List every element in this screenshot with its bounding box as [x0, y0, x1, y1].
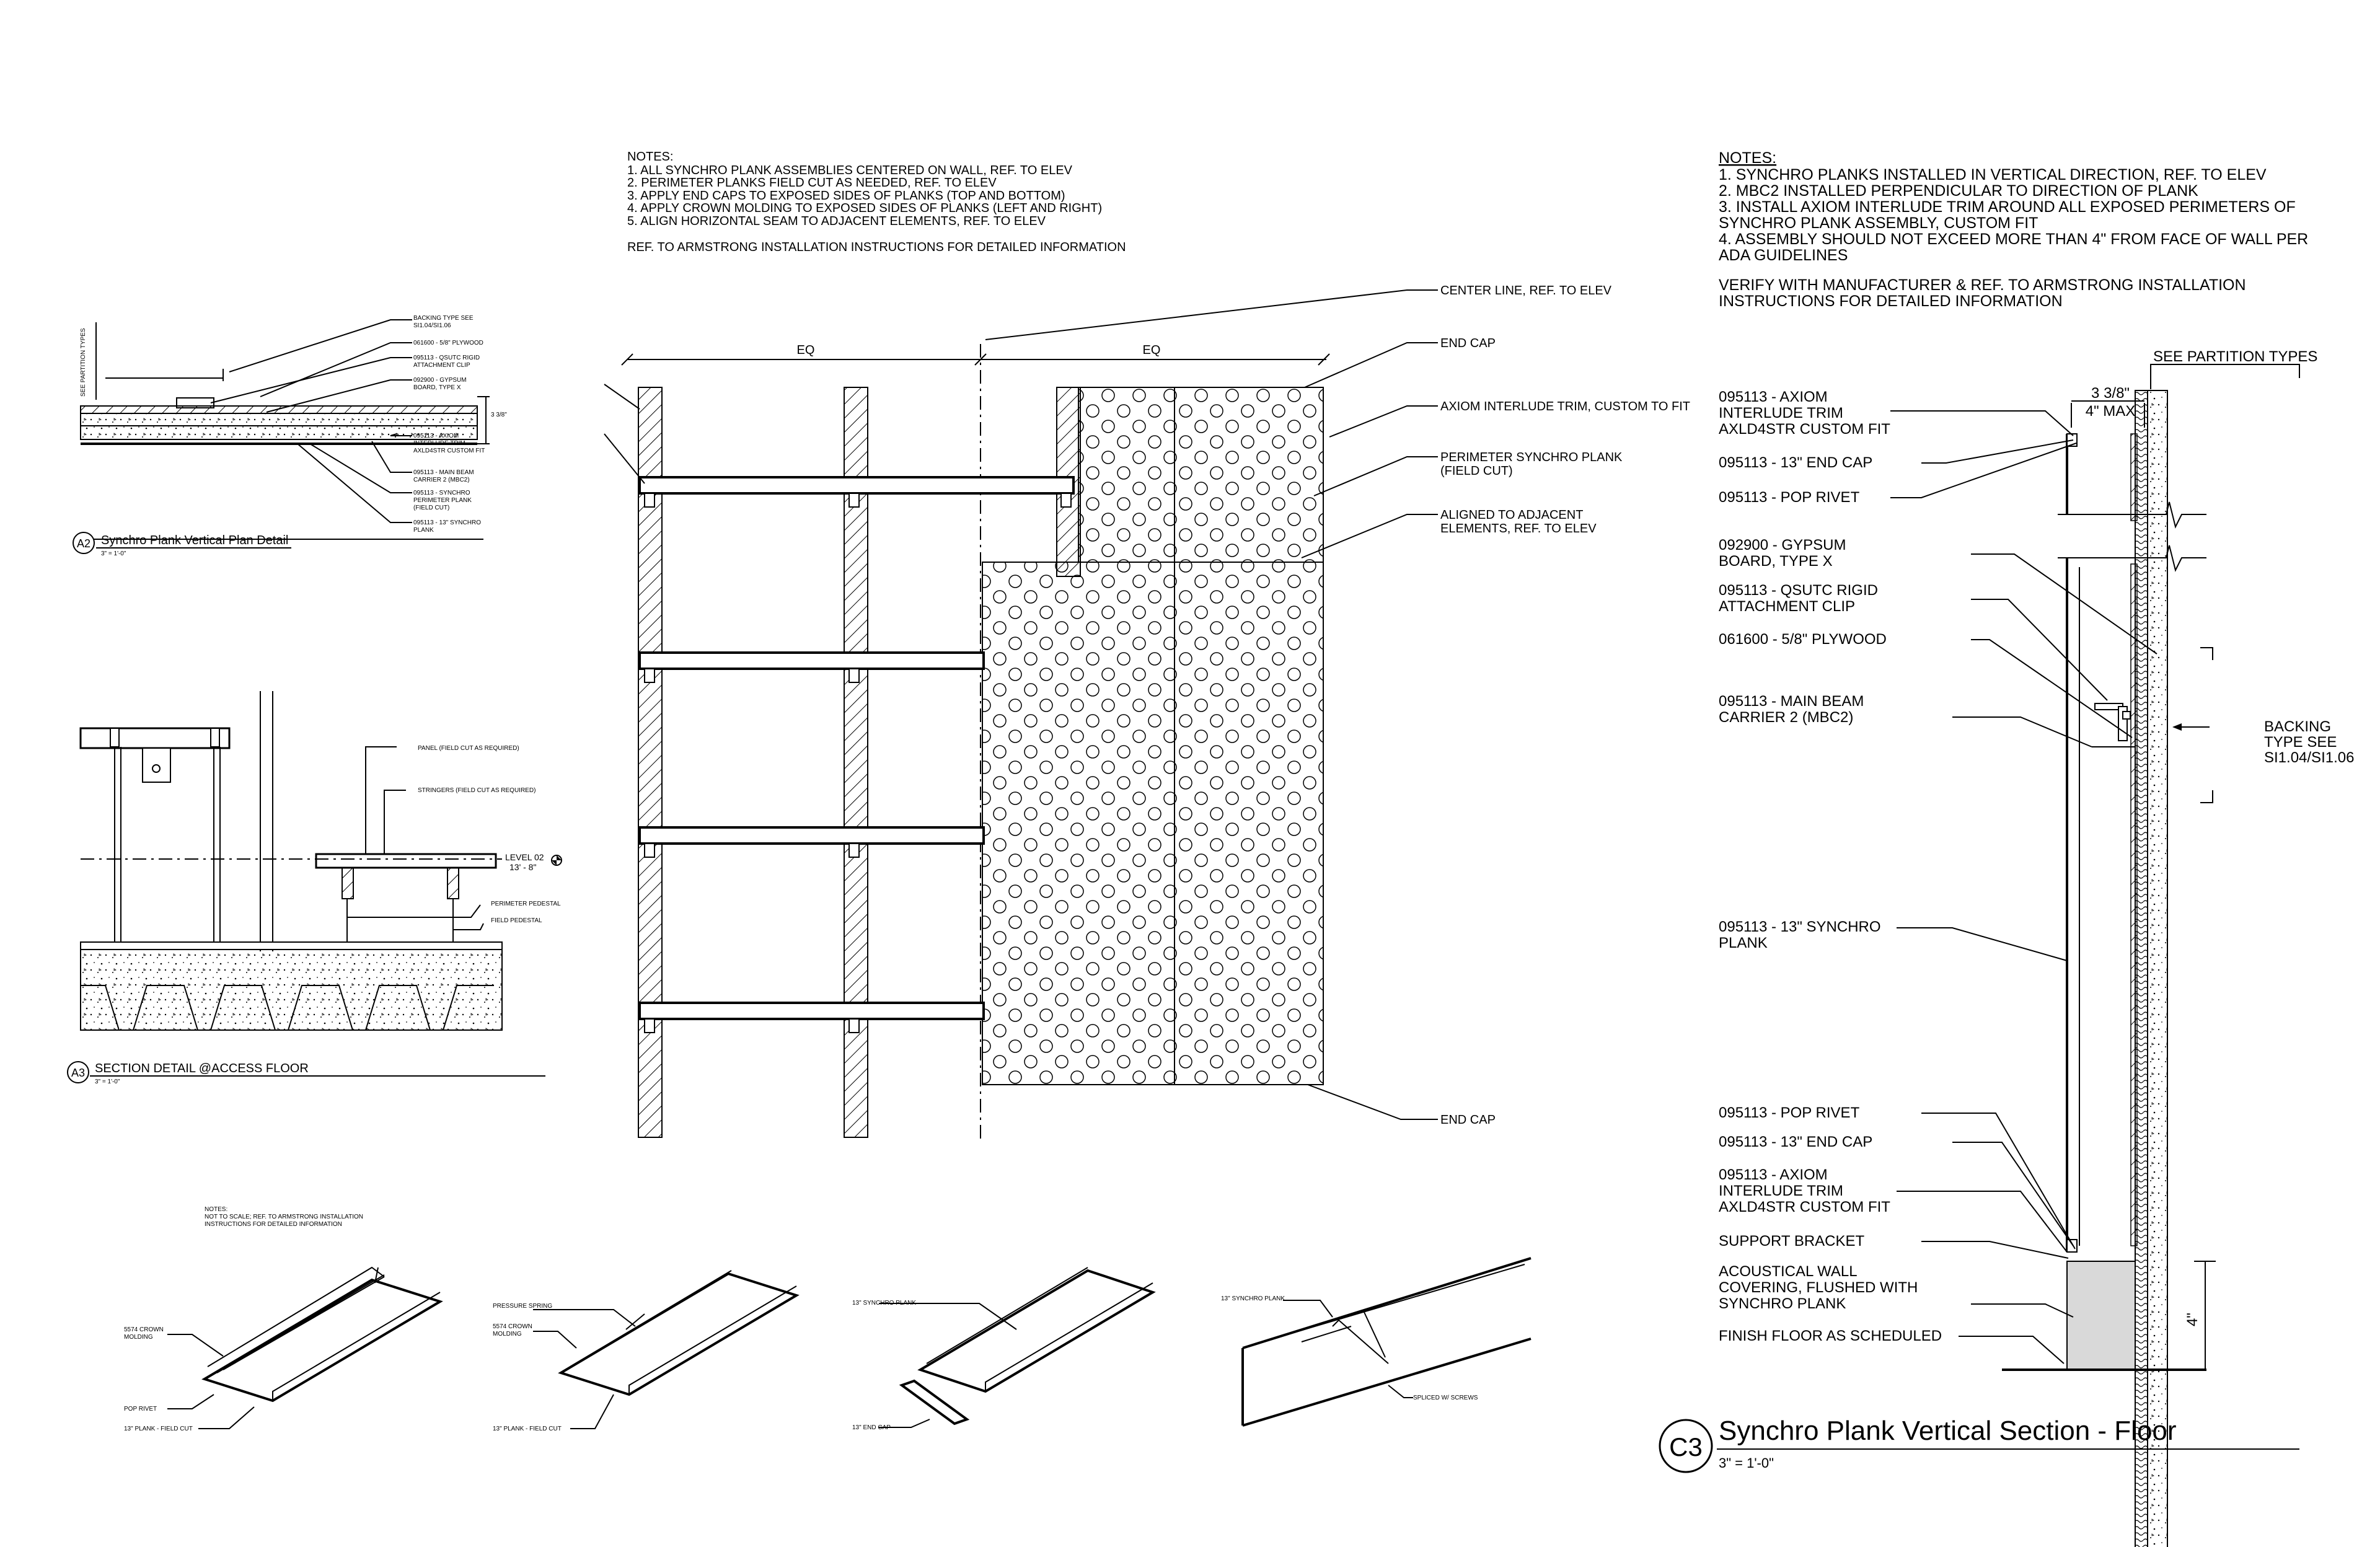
- section-c3: [1660, 348, 2354, 1547]
- c3-dim-top: 3 3/8": [2091, 385, 2130, 402]
- c3-backing: SI1.04/SI1.06: [2264, 749, 2355, 766]
- right-notes: [1719, 149, 2308, 310]
- a3-callout: FIELD PEDESTAL: [491, 917, 542, 924]
- c3-callout: BOARD, TYPE X: [1719, 553, 1833, 570]
- c3-callout: SYNCHRO PLANK: [1719, 1295, 1846, 1312]
- c3-callout: AXLD4STR CUSTOM FIT: [1719, 1199, 1890, 1215]
- iso-note: INSTRUCTIONS FOR DETAILED INFORMATION: [205, 1221, 342, 1228]
- c3-callout: 095113 - MAIN BEAM: [1719, 693, 1864, 710]
- a2-callout: AXLD4STR CUSTOM FIT: [413, 447, 485, 454]
- iso1-label: POP RIVET: [124, 1406, 157, 1413]
- iso-plank-4: [1243, 1258, 1531, 1426]
- center-note-line: 3. APPLY END CAPS TO EXPOSED SIDES OF PLANKS (TOP AND BOTTOM): [627, 189, 1065, 203]
- c3-backing: TYPE SEE: [2264, 734, 2337, 751]
- detail-a3: [68, 691, 562, 1085]
- iso1-label: 13" PLANK - FIELD CUT: [124, 1426, 193, 1432]
- a3-callout: STRINGERS (FIELD CUT AS REQUIRED): [418, 787, 536, 794]
- c3-callout: INTERLUDE TRIM: [1719, 1183, 1843, 1199]
- a3-access-panel: [316, 854, 496, 868]
- c3-callout: 092900 - GYPSUM: [1719, 537, 1846, 553]
- eq-right-label: EQ: [1142, 343, 1161, 357]
- iso-plank-1: [205, 1267, 440, 1401]
- isometric-details: [124, 1206, 1531, 1432]
- iso2-label: MOLDING: [493, 1331, 522, 1338]
- a2-scale: 3" = 1'-0": [101, 550, 126, 557]
- detail-a2: [73, 315, 507, 557]
- right-notes-header: NOTES:: [1719, 149, 1777, 167]
- right-note-line: SYNCHRO PLANK ASSEMBLY, CUSTOM FIT: [1719, 214, 2038, 232]
- a2-callout: 095113 - SYNCHRO: [413, 490, 470, 496]
- iso3-label: 13" END CAP: [852, 1424, 891, 1431]
- elevation-detail: [604, 284, 1690, 1140]
- callout-center-line: CENTER LINE, REF. TO ELEV: [1440, 284, 1612, 298]
- center-notes-reference: REF. TO ARMSTRONG INSTALLATION INSTRUCTIONS FOR DETAILED INFORMATION: [627, 240, 1126, 254]
- a2-callout: 092900 - GYPSUM: [413, 377, 467, 384]
- center-note-line: 1. ALL SYNCHRO PLANK ASSEMBLIES CENTERED ON WALL, REF. TO ELEV: [627, 164, 1073, 177]
- right-verify-line: VERIFY WITH MANUFACTURER & REF. TO ARMSTRONG INSTALLATION: [1719, 276, 2246, 294]
- a2-callout: BACKING TYPE SEE: [413, 315, 474, 322]
- iso-plank-2: [561, 1271, 796, 1395]
- callout-field-cut: (FIELD CUT): [1440, 464, 1513, 478]
- a2-callout: 095113 - QSUTC RIGID: [413, 355, 480, 361]
- a2-callout: BOARD, TYPE X: [413, 384, 461, 391]
- right-note-line: 2. MBC2 INSTALLED PERPENDICULAR TO DIRECTION OF PLANK: [1719, 182, 2198, 200]
- a3-callout: PANEL (FIELD CUT AS REQUIRED): [418, 745, 519, 752]
- a2-callout: PLANK: [413, 527, 434, 534]
- a2-callout: ATTACHMENT CLIP: [413, 362, 470, 369]
- carrier-beam: [640, 477, 1073, 493]
- callout-aligned: ALIGNED TO ADJACENT: [1440, 508, 1584, 522]
- right-note-line: ADA GUIDELINES: [1719, 247, 1848, 264]
- a3-number: A3: [71, 1067, 86, 1079]
- c3-number: C3: [1669, 1432, 1703, 1461]
- a2-callout: (FIELD CUT): [413, 505, 450, 511]
- iso1-label: MOLDING: [124, 1334, 153, 1341]
- center-note-line: 4. APPLY CROWN MOLDING TO EXPOSED SIDES OF PLANKS (LEFT AND RIGHT): [627, 201, 1103, 215]
- a2-callout: CARRIER 2 (MBC2): [413, 477, 470, 483]
- a2-gypsum: [81, 413, 477, 426]
- a2-partition-label: SEE PARTITION TYPES: [80, 328, 87, 397]
- callout-axiom-trim: AXIOM INTERLUDE TRIM, CUSTOM TO FIT: [1440, 400, 1690, 413]
- c3-see-partition: SEE PARTITION TYPES: [2153, 348, 2318, 365]
- a2-callout: 095113 - MAIN BEAM: [413, 469, 474, 476]
- a2-callout: INTERLUDE TRIM: [413, 440, 465, 447]
- c3-callout: PLANK: [1719, 935, 1768, 951]
- a3-level-elevation: 13' - 8": [509, 862, 537, 872]
- c3-callout: 095113 - 13" END CAP: [1719, 1134, 1873, 1150]
- c3-acoustical-covering: [2067, 1261, 2135, 1370]
- upper-plank-panel: [1078, 387, 1323, 562]
- a3-title: SECTION DETAIL @ACCESS FLOOR: [95, 1062, 309, 1075]
- c3-callout: 095113 - QSUTC RIGID: [1719, 582, 1878, 599]
- right-note-line: 4. ASSEMBLY SHOULD NOT EXCEED MORE THAN 4" FROM FACE OF WALL PER: [1719, 231, 2309, 248]
- eq-left-label: EQ: [796, 343, 815, 357]
- center-note-line: 5. ALIGN HORIZONTAL SEAM TO ADJACENT ELEMENTS, REF. TO ELEV: [627, 214, 1046, 228]
- centerline-leader: [985, 290, 1438, 340]
- iso-plank-3: [902, 1267, 1153, 1424]
- a2-callout: 061600 - 5/8" PLYWOOD: [413, 340, 483, 346]
- c3-callout: 095113 - POP RIVET: [1719, 1104, 1860, 1121]
- c3-callout: 061600 - 5/8" PLYWOOD: [1719, 631, 1887, 648]
- iso1-label: 5574 CROWN: [124, 1326, 164, 1333]
- c3-callout: 095113 - AXIOM: [1719, 389, 1828, 405]
- iso-note: NOTES:: [205, 1206, 228, 1213]
- iso4-label: 13" SYNCHRO PLANK: [1221, 1295, 1285, 1302]
- carrier-beam: [640, 1003, 984, 1019]
- carrier-beam: [640, 827, 984, 844]
- lower-plank-panel: [982, 562, 1323, 1085]
- c3-backing: BACKING: [2264, 718, 2332, 735]
- c3-dim-side: 4": [2184, 1313, 2201, 1326]
- c3-callout: 095113 - POP RIVET: [1719, 489, 1860, 506]
- right-verify-line: INSTRUCTIONS FOR DETAILED INFORMATION: [1719, 293, 2063, 310]
- a2-callout: 095113 - AXIOM: [413, 433, 459, 439]
- iso2-label: 5574 CROWN: [493, 1323, 532, 1330]
- c3-gypsum-board: [2148, 390, 2167, 1547]
- a2-callout: PERIMETER PLANK: [413, 497, 472, 504]
- center-note-line: 2. PERIMETER PLANKS FIELD CUT AS NEEDED, REF. TO ELEV: [627, 176, 997, 190]
- a2-plywood: [81, 406, 477, 413]
- center-notes-header: NOTES:: [627, 150, 674, 164]
- a2-callout: 095113 - 13" SYNCHRO: [413, 519, 481, 526]
- iso4-label: SPLICED W/ SCREWS: [1413, 1395, 1478, 1401]
- a2-title: Synchro Plank Vertical Plan Detail: [101, 534, 289, 547]
- callout-aligned-ref: ELEMENTS, REF. TO ELEV: [1440, 522, 1597, 536]
- a3-level: LEVEL 02: [505, 852, 544, 862]
- callout-perimeter-plank: PERIMETER SYNCHRO PLANK: [1440, 451, 1623, 464]
- right-note-line: 3. INSTALL AXIOM INTERLUDE TRIM AROUND ALL EXPOSED PERIMETERS OF: [1719, 198, 2296, 216]
- c3-callout: INTERLUDE TRIM: [1719, 405, 1843, 421]
- c3-callout: COVERING, FLUSHED WITH: [1719, 1279, 1918, 1296]
- c3-callout: 095113 - AXIOM: [1719, 1166, 1828, 1183]
- right-note-line: 1. SYNCHRO PLANKS INSTALLED IN VERTICAL DIRECTION, REF. TO ELEV: [1719, 166, 2267, 183]
- callout-end-cap: END CAP: [1440, 337, 1496, 350]
- c3-callout: 095113 - 13" END CAP: [1719, 454, 1873, 471]
- carrier-beam: [640, 653, 984, 669]
- callout-end-cap-bottom: END CAP: [1440, 1113, 1496, 1127]
- iso2-label: PRESSURE SPRING: [493, 1303, 553, 1310]
- a2-callout: SI1.04/SI1.06: [413, 322, 451, 329]
- a3-callout: PERIMETER PEDESTAL: [491, 901, 561, 907]
- c3-title: Synchro Plank Vertical Section - Floor: [1719, 1416, 2177, 1446]
- iso-note: NOT TO SCALE; REF. TO ARMSTRONG INSTALLATION: [205, 1214, 363, 1220]
- c3-dim-max: 4" MAX: [2085, 403, 2136, 420]
- c3-callout: AXLD4STR CUSTOM FIT: [1719, 421, 1890, 438]
- c3-callout: ATTACHMENT CLIP: [1719, 598, 1856, 615]
- c3-callout: SUPPORT BRACKET: [1719, 1233, 1865, 1250]
- center-notes: [627, 150, 1126, 254]
- iso3-label: 13" SYNCHRO PLANK: [852, 1300, 917, 1307]
- a2-dimension: 3 3/8": [491, 412, 507, 418]
- iso2-label: 13" PLANK - FIELD CUT: [493, 1426, 562, 1432]
- c3-callout: CARRIER 2 (MBC2): [1719, 709, 1854, 726]
- c3-callout: ACOUSTICAL WALL: [1719, 1263, 1858, 1280]
- c3-callout: 095113 - 13" SYNCHRO: [1719, 919, 1881, 935]
- c3-scale: 3" = 1'-0": [1719, 1455, 1774, 1471]
- a3-scale: 3" = 1'-0": [95, 1078, 120, 1085]
- a2-number: A2: [76, 537, 91, 550]
- c3-callout: FINISH FLOOR AS SCHEDULED: [1719, 1328, 1942, 1344]
